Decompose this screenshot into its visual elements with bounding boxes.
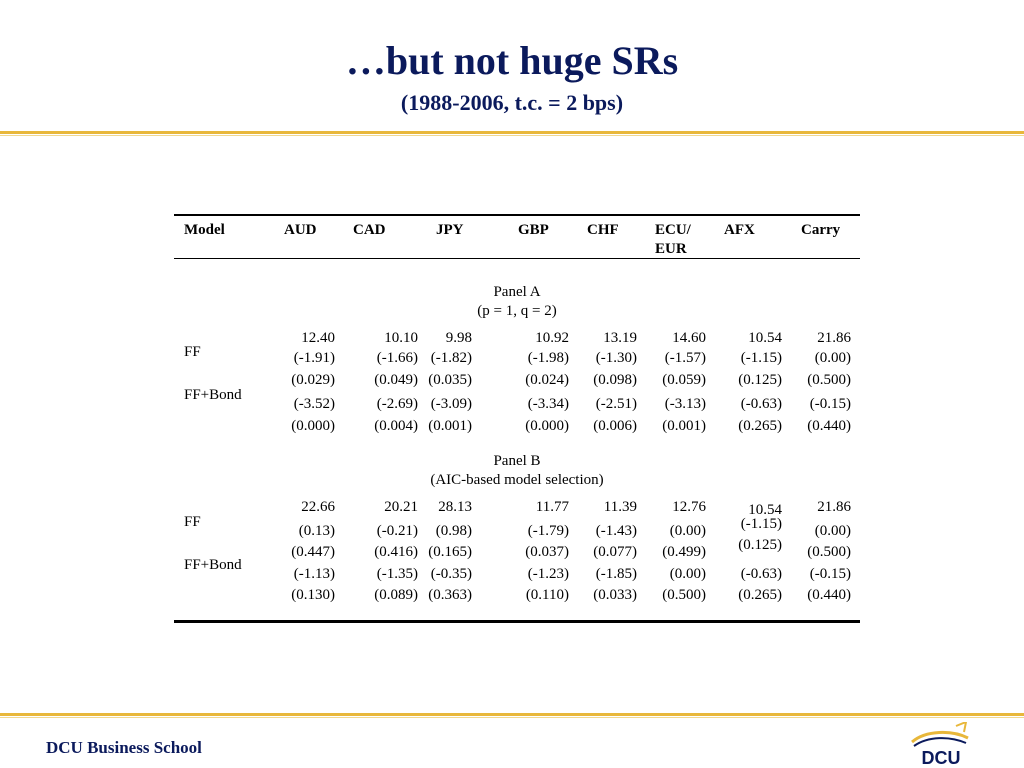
cell-ff-p-b-4: (0.077) bbox=[593, 544, 637, 560]
cell-ffbond-t-b-3: (-1.23) bbox=[527, 566, 569, 582]
top-gold-rule-thin bbox=[0, 135, 1024, 136]
cell-ffbond-p-b-2: (0.363) bbox=[428, 587, 472, 603]
cell-sr-b-1: 20.21 bbox=[384, 499, 418, 515]
panel-a-title: Panel A bbox=[493, 284, 541, 300]
cell-sr-b-0: 22.66 bbox=[301, 499, 335, 515]
cell-ffbond-p-a-5: (0.001) bbox=[662, 418, 706, 434]
cell-ffbond-t-a-3: (-3.34) bbox=[527, 396, 569, 412]
cell-ff-p-b-1: (0.416) bbox=[374, 544, 418, 560]
cell-ff-t-b-2: (0.98) bbox=[435, 523, 472, 539]
row-label-ff-b: FF bbox=[184, 514, 201, 530]
cell-ffbond-p-a-7: (0.440) bbox=[807, 418, 851, 434]
cell-sr-b-6: 10.54 bbox=[748, 502, 782, 518]
cell-sr-b-5: 12.76 bbox=[672, 499, 706, 515]
cell-sr-b-7: 21.86 bbox=[817, 499, 851, 515]
results-table bbox=[174, 214, 860, 624]
cell-ff-p-a-4: (0.098) bbox=[593, 372, 637, 388]
cell-sr-a-2: 9.98 bbox=[445, 330, 472, 346]
cell-sr-a-3: 10.92 bbox=[535, 330, 569, 346]
cell-ff-p-b-2: (0.165) bbox=[428, 544, 472, 560]
bottom-gold-rule-thin bbox=[0, 717, 1024, 718]
cell-sr-b-2: 28.13 bbox=[438, 499, 472, 515]
cell-ffbond-t-b-7: (-0.15) bbox=[809, 566, 851, 582]
cell-ffbond-p-a-4: (0.006) bbox=[593, 418, 637, 434]
cell-ff-t-a-1: (-1.66) bbox=[376, 350, 418, 366]
cell-sr-b-4: 11.39 bbox=[603, 499, 637, 515]
header-cad: CAD bbox=[353, 222, 386, 238]
cell-sr-a-5: 14.60 bbox=[672, 330, 706, 346]
cell-ffbond-p-b-1: (0.089) bbox=[374, 587, 418, 603]
cell-ff-p-a-0: (0.029) bbox=[291, 372, 335, 388]
header-aud: AUD bbox=[284, 222, 317, 238]
cell-ff-p-a-6: (0.125) bbox=[738, 372, 782, 388]
panel-b-title: Panel B bbox=[493, 453, 541, 469]
header-jpy: JPY bbox=[436, 222, 464, 238]
logo-flame-icon bbox=[956, 722, 966, 732]
cell-ffbond-p-b-4: (0.033) bbox=[593, 587, 637, 603]
cell-sr-a-4: 13.19 bbox=[603, 330, 637, 346]
cell-ffbond-p-b-7: (0.440) bbox=[807, 587, 851, 603]
cell-ffbond-t-b-4: (-1.85) bbox=[595, 566, 637, 582]
header-chf: CHF bbox=[587, 222, 619, 238]
row-label-ff-a: FF bbox=[184, 344, 201, 360]
panel-b-subtitle: (AIC-based model selection) bbox=[430, 472, 604, 488]
bottom-gold-rule bbox=[0, 713, 1024, 716]
cell-ffbond-p-a-2: (0.001) bbox=[428, 418, 472, 434]
header-model: Model bbox=[184, 222, 225, 238]
header-afx: AFX bbox=[724, 222, 755, 238]
cell-ffbond-t-b-6: (-0.63) bbox=[740, 566, 782, 582]
cell-ff-t-b-7: (0.00) bbox=[814, 523, 851, 539]
cell-ff-t-b-6: (-1.15) bbox=[740, 516, 782, 532]
cell-ffbond-p-a-6: (0.265) bbox=[738, 418, 782, 434]
cell-ff-t-b-3: (-1.79) bbox=[527, 523, 569, 539]
table-top-rule bbox=[174, 214, 860, 216]
cell-ff-t-a-5: (-1.57) bbox=[664, 350, 706, 366]
cell-ff-p-a-2: (0.035) bbox=[428, 372, 472, 388]
cell-ffbond-t-a-6: (-0.63) bbox=[740, 396, 782, 412]
table-header-rule bbox=[174, 258, 860, 259]
cell-ff-t-a-7: (0.00) bbox=[814, 350, 851, 366]
cell-ff-t-b-4: (-1.43) bbox=[595, 523, 637, 539]
header-eur: EUR bbox=[655, 241, 687, 257]
cell-ffbond-t-b-2: (-0.35) bbox=[430, 566, 472, 582]
cell-ff-p-b-5: (0.499) bbox=[662, 544, 706, 560]
logo-arc-blue bbox=[914, 738, 966, 746]
dcu-logo bbox=[906, 722, 976, 768]
cell-ffbond-p-a-1: (0.004) bbox=[374, 418, 418, 434]
cell-ffbond-p-b-0: (0.130) bbox=[291, 587, 335, 603]
table-bottom-rule bbox=[174, 620, 860, 623]
cell-ff-t-b-1: (-0.21) bbox=[376, 523, 418, 539]
cell-ffbond-t-b-0: (-1.13) bbox=[293, 566, 335, 582]
cell-ff-p-b-0: (0.447) bbox=[291, 544, 335, 560]
cell-ffbond-t-a-4: (-2.51) bbox=[595, 396, 637, 412]
cell-ffbond-t-a-1: (-2.69) bbox=[376, 396, 418, 412]
cell-sr-a-7: 21.86 bbox=[817, 330, 851, 346]
cell-ff-p-b-6: (0.125) bbox=[738, 537, 782, 553]
header-ecu: ECU/ bbox=[655, 222, 691, 238]
cell-ff-p-a-7: (0.500) bbox=[807, 372, 851, 388]
cell-ffbond-t-a-2: (-3.09) bbox=[430, 396, 472, 412]
cell-ffbond-p-b-6: (0.265) bbox=[738, 587, 782, 603]
cell-ffbond-t-b-1: (-1.35) bbox=[376, 566, 418, 582]
cell-ff-t-a-0: (-1.91) bbox=[293, 350, 335, 366]
cell-ff-t-b-0: (0.13) bbox=[298, 523, 335, 539]
logo-text: DCU bbox=[921, 748, 961, 768]
slide-title: …but not huge SRs bbox=[345, 38, 679, 83]
header-carry: Carry bbox=[801, 222, 841, 238]
cell-ffbond-p-a-0: (0.000) bbox=[291, 418, 335, 434]
cell-ff-p-a-3: (0.024) bbox=[525, 372, 569, 388]
cell-ffbond-p-b-3: (0.110) bbox=[525, 587, 569, 603]
cell-ff-t-a-6: (-1.15) bbox=[740, 350, 782, 366]
cell-ff-p-a-5: (0.059) bbox=[662, 372, 706, 388]
cell-ffbond-t-a-5: (-3.13) bbox=[664, 396, 706, 412]
cell-ff-p-b-3: (0.037) bbox=[525, 544, 569, 560]
top-gold-rule bbox=[0, 131, 1024, 134]
cell-ffbond-p-a-3: (0.000) bbox=[525, 418, 569, 434]
cell-ffbond-t-b-5: (0.00) bbox=[669, 566, 706, 582]
cell-ff-t-b-5: (0.00) bbox=[669, 523, 706, 539]
cell-ff-p-b-7: (0.500) bbox=[807, 544, 851, 560]
cell-ff-t-a-3: (-1.98) bbox=[527, 350, 569, 366]
panel-a-subtitle: (p = 1, q = 2) bbox=[477, 303, 557, 319]
cell-sr-a-6: 10.54 bbox=[748, 330, 782, 346]
cell-ffbond-t-a-7: (-0.15) bbox=[809, 396, 851, 412]
cell-sr-a-0: 12.40 bbox=[301, 330, 335, 346]
row-label-ffbond-b: FF+Bond bbox=[184, 557, 242, 573]
cell-ff-p-a-1: (0.049) bbox=[374, 372, 418, 388]
cell-sr-b-3: 11.77 bbox=[535, 499, 569, 515]
cell-ffbond-t-a-0: (-3.52) bbox=[293, 396, 335, 412]
row-label-ffbond-a: FF+Bond bbox=[184, 387, 242, 403]
cell-ff-t-a-2: (-1.82) bbox=[430, 350, 472, 366]
footer-school-name: DCU Business School bbox=[46, 738, 202, 757]
header-gbp: GBP bbox=[518, 222, 549, 238]
cell-sr-a-1: 10.10 bbox=[384, 330, 418, 346]
slide-subtitle: (1988-2006, t.c. = 2 bps) bbox=[400, 90, 624, 115]
cell-ff-t-a-4: (-1.30) bbox=[595, 350, 637, 366]
cell-ffbond-p-b-5: (0.500) bbox=[662, 587, 706, 603]
